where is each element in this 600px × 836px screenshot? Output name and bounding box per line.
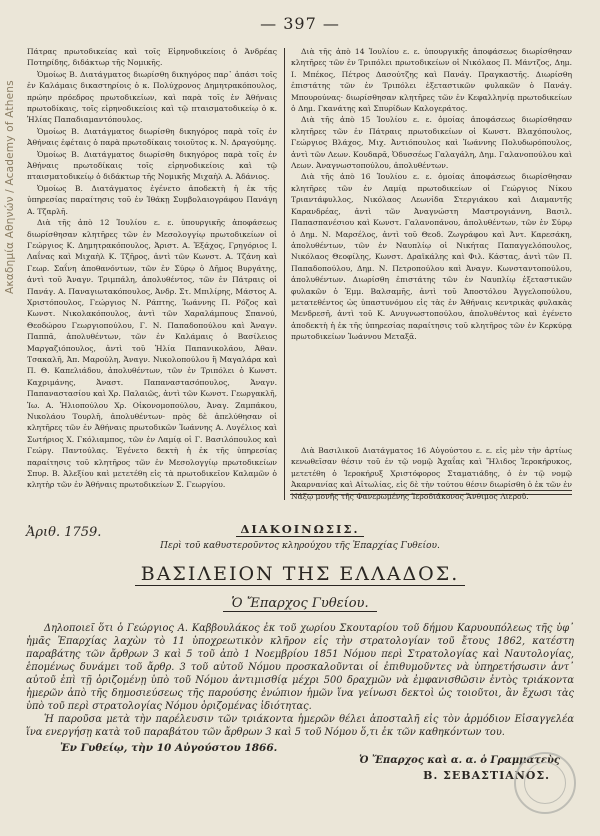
closing-line: Ἐν Γυθείῳ, τὴν 10 Αὐγούστου 1866. — [60, 742, 278, 754]
right-paragraph: Διὰ τῆς ἀπὸ 14 Ἰουλίου ε. ε. ὑπουργικῆς ἀποφάσεως διωρίσθησαν κλητῆρες τῶν ἐν Τριπόλει πρωτοδικείων οἱ Νικόλαος Π. Μάντζος, Δημ. Ι. Μπέκος, Πέτρος Δασούτζης καὶ Πανάγ. Πραγκαστῆς. Διωρίσθη ἐπιστάτης τῶν ἐν Τριπόλει ἐξεταστικῶν φυλακῶν ὁ Πανάγ. Μπουρούνας· διωρίσθησαν κλητῆρες τῶν ἐν Κεφαλληνίᾳ πρωτοδικείων ὁ Δημ. Γκανάτης καὶ Σπυρίδων Καλογεράτος. — [291, 47, 572, 114]
left-paragraph: Πάτρας πρωτοδικείας καὶ τοῖς Εἰρηνοδικείοις ὁ Ἀνδρέας Ποτηρίδης, διδάκτωρ τῆς Νομικῆς. — [27, 47, 277, 68]
left-paragraph: Ὁμοίως Β. Διατάγματος διωρίσθη δικηγόρος παρ᾽ ἀπάσι τοῖς ἐν Καλάμαις δικαστηρίοις ὁ κ. Πολύχρονος Δημητρακόπουλος, πρώην πρόεδρος πρωτοδικείων, καὶ παρὰ τοῖς ἐν Ἀθήναις πρωτοδίκαις, τοῖς εἰρηνοδικείοις καὶ τῷ πταισματοδικείῳ ὁ κ. Ἠλίας Παπαδιαμαντόπουλος. — [27, 69, 277, 125]
right-paragraph: Διὰ τῆς ἀπὸ 16 Ἰουλίου ε. ε. ὁμοίας ἀποφάσεως διωρίσθησαν κλητῆρες τῶν ἐν Λαμίᾳ πρωτοδικείων οἱ Γεώργιος Νίκου Τριαντάφυλλος, Νικόλαος Λεωνίδα Στεργιάκου καὶ Διαμαντῆς Καρανδρέας, ἀντὶ τῶν Ἀναγνώστη Μαστρογιάννη, Βασιλ. Παπασπανέσιου καὶ Κωνστ. Γαλανοπάνου, ἀπολυθέντων, τῶν ἐν Σύρῳ ὁ Δημ. Ν. Μαρσέλος, ἀντὶ τοῦ Θεοδ. Ζωγράφου καὶ Ἀντ. Καρεσάκη, ἀπολυθέντων, τῶν ἐν Ναυπλίῳ οἱ Νικήτας Παπαγγελόπουλος, Νικόλαος Θεοφίλης, Κωνστ. Δραϊκάλης καὶ Φιλ. Κάστας, ἀντὶ τῶν Π. Παπαδοπούλου, Δημ. Ν. Πετροπούλου καὶ Ἀναγν. Κωνσταντοπούλου, ἀπολυθέντων. Διωρίσθη ἐπιστάτης τῶν ἐν Ναυπλίῳ ἐξεταστικῶν φυλακῶν ὁ Ἐμμ. Βαλσαμῆς, ἀντὶ τοῦ Ἀποστόλου Ἀγγελοπούλου, μετατεθέντος ὡς ὑπαστυνόμου εἰς τὰς ἐν Ἀθήναις κεντρικὰς φυλακὰς Μενδρεσῆ, ἀντὶ τοῦ Κ. Ανυγνωστοπούλου, ἀπολυθέντος καὶ ἐγένετο ἀποδεκτὴ ἡ ἐκ τῆς ὑπηρεσίας παραίτησις τοῦ κλητῆρος τῶν ἐν Κερκύρᾳ πρωτοδικείων Ἰωάννου Μεταξᾶ. — [291, 172, 572, 342]
left-paragraph: Ὁμοίως Β. Διατάγματος διωρίσθη δικηγόρος παρὰ τοῖς ἐν Ἀθήναις πρωτοδίκαις τοῖς εἰρηνοδικείοις καὶ τῷ πταισματοδικείῳ ὁ διδάκτωρ τῆς Νομικῆς Μιχαὴλ Α. Ἀδάνιος. — [27, 149, 277, 182]
section-title-text: ΔΙΑΚΟΙΝΩΣΙΣ. — [236, 522, 363, 537]
official-heading-text: Ὁ Ἔπαρχος Γυθείου. — [223, 596, 376, 612]
right-paragraph-bottom: Διὰ Βασιλικοῦ Διατάγματος 16 Αὐγούστου ε. ε. εἰς μὲν τὴν ἀρτίως κενωθεῖσαν θέσιν τοῦ ἐν τῷ νομῷ Ἀχαΐας καὶ Ἤλιδος Ἱεροκήρυκος, μετετέθη ὁ Ἱεροκήρυξ Χριστόφορος Σταματιάδης, ὁ ἐν τῷ νομῷ Ἀκαρνανίας καὶ Αἰτωλίας, εἰς δὲ τὴν τούτου θέσιν διωρίσθη ὁ ἐκ τῶν ἐν Νάξῳ μονῆς τῆς Φανερωμένης Ἱεροδιάκονος Ἄνθιμος Λιεροῦ. — [291, 446, 572, 501]
right-column — [291, 46, 572, 486]
notice-body — [26, 622, 574, 739]
left-paragraph: Διὰ τῆς ἀπὸ 12 Ἰουλίου ε. ε. ὑπουργικῆς ἀποφάσεως διωρίσθησαν κλητῆρες τῶν ἐν Μεσολογγίῳ πρωτοδικείων οἱ Γεώργιος Κ. Δημητρακόπουλος, Ἀριστ. Α. Ἐξάχος, Γρηγόριος Ι. Λαΐνας καὶ Μιχαὴλ Κ. Τζῆρος, ἀντὶ τῶν Κωνστ. Α. Τζάνη καὶ Γεωρ. Σαΐνη ἀποθανόντων, τῶν ἐν Σύρῳ ὁ Δῆμος Βυργάτης, ἀντὶ τοῦ Ἀναγν. Τριμπάλη, ἀπολυθέντος, τῶν ἐν Πάτραις οἱ Πανάγ. Α. Παναγιωτακόπουλος, Ἀνδρ. Στ. Μπιλίρης, Μάστος Α. Χριστόπουλος, Γεώργιος Ν. Ράπτης, Ἰωάννης Π. Ρόζος καὶ Κωνστ. Νικολακόπουλος, ἀντὶ τῶν Χαραλάμπους Σπανού, Θεοδώρου Γεωργιοπούλου, Γ. Ν. Παπαδοπούλου καὶ Ἀναγν. Παππᾶ, ἀπολυθέντων, τῶν ἐν Καλάμαις ὁ Βασίλειος Μαργαζιόπουλος, ἀντὶ τοῦ Ἠλία Παπανικολάου, Ἀθαν. Τσακαλῆ, Ἀπ. Μαρούλη, Ἀναγν. Νικολοπούλου ἢ Μαγαλάρα καὶ Π. Θ. Καπελιάδου, ἀπολυθέντων, τῶν ἐν Τριπόλει ὁ Κωνστ. Καχριμάνης, Ἀναστ. Παπαναστασόπουλος, Ἀναγν. Παπαναστασίου καὶ Χρ. Παλαιῶς, ἀντὶ τῶν Κωνστ. Γεωργακλῆ, Ἰω. Α. Ἡλιοπούλου Χρ. Οἰκονομοπούλου, Ἀναγ. Ζαμπάκου, Νικολάου Τουρλῆ, ἀπολυθέντων· πρὸς δὲ ἀπελύθησαν οἱ κλητῆρες τῶν ἐν Ἀθήναις πρωτοδικῶν Ἰωάννης Α. Λυγέλιος καὶ Σωτήριος Χ. Γκόλιαμπος, τῶν ἐν Λαμίᾳ οἱ Γ. Βασιλόπουλος καὶ Γεώργ. Παντούλας. Ἐγένετο δεκτὴ ἡ ἐκ τῆς ὑπηρεσίας παραίτησις τοῦ κλητῆρος τῶν ἐν Μεσολογγίῳ πρωτοδικείων Σπυρ. Β. Ἀλεξίου καὶ μετετέθη εἰς τὰ πρωτοδικεῖον Καλαμῶν ὁ κλητὴρ τῶν ἐν Ἀθήναις πρωτοδικείων Σ. Γεωργίου. — [27, 218, 277, 490]
column-divider — [284, 48, 285, 500]
right-paragraph: Διὰ τῆς ἀπὸ 15 Ἰουλίου ε. ε. ὁμοίας ἀποφάσεως διωρίσθησαν κλητῆρες τῶν ἐν Πάτραις πρωτοδικείων οἱ Κωνστ. Βλαχόπουλος, Γεώργιος Βλάχος, Μιχ. Ἀντιόπουλος καὶ Ἰωάννης Πολυδωρόπουλος, ἀντὶ τῶν Λεων. Κουδαρᾶ, Ὀδυσσέως Γαλαγάλη, Δημ. Γαλανοπούλου καὶ Λεων. Ἀναγνωστοπούλου, ἀπολυθέντων. — [291, 115, 572, 171]
watermark: Ακαδημία Αθηνών / Academy of Athens — [4, 80, 16, 294]
notice-paragraph: Ἡ παροῦσα μετὰ τὴν παρέλευσιν τῶν τριάκοντα ἡμερῶν θέλει ἀποσταλῆ εἰς τὸν ἁρμόδιον Εἰσαγγελέα ἵνα ενεργήσῃ κατὰ τοῦ παραβάτου τῶν ἄρθρων 3 καὶ 5 τοῦ Νόμου ὅ,τι ἐκ τῶν καθηκόντων του. — [26, 714, 574, 738]
section-divider — [290, 490, 572, 495]
official-heading — [0, 596, 600, 611]
section-title — [0, 522, 600, 536]
notice-paragraph: Δηλοποιεῖ ὅτι ὁ Γεώργιος Α. Καββουλάκος ἐκ τοῦ χωρίου Σκουταρίου τοῦ δήμου Καρυουπόλεως τῆς ὑφ᾽ ἡμᾶς Ἐπαρχίας λαχὼν τὸ 11 ὑποχρεωτικὸν κλῆρον εἰς τὴν στρατολογίαν τοῦ ἔτους 1862, κατέστη παραβάτης τῶν ἄρθρων 3 καὶ 5 τοῦ ἀπὸ 1 Νοεμβρίου 1851 Νόμου περὶ Στρατολογίας καὶ Ναυτολογίας, ἑπομένως δυνάμει τοῦ ἄρθρ. 3 τοῦ αὐτοῦ Νόμου προσκαλοῦνται οἱ ἐπιθυμοῦντες νὰ ὑπηρετήσωσιν ἀντ᾽ αὐτοῦ ἐπὶ τῇ ὁριζομένῃ ὑπὸ τοῦ Νόμου ἀντιμισθίᾳ μέχρι 500 δραχμῶν νὰ ἐμφανισθῶσιν ἐντὸς τριάκοντα ἡμερῶν ἀπὸ τῆς δημοσιεύσεως τῆς παρούσης ἐνώπιον ἡμῶν ἵνα γείνωσι δεκτοὶ ὡς τοιοῦτοι, ἂν ἔχωσι τὰς ὑπὸ τοῦ περὶ στρατολογίας Νόμου ὁριζομένας ἰδιότητας. — [26, 623, 574, 712]
right-column-bottom — [291, 445, 572, 525]
stamp-inner-ring — [524, 762, 566, 804]
library-stamp — [514, 752, 576, 814]
left-column — [27, 46, 277, 514]
kingdom-heading — [0, 563, 600, 585]
kingdom-heading-text: ΒΑΣΙΛΕΙΟΝ ΤΗΣ ΕΛΛΑΔΟΣ. — [135, 563, 465, 586]
left-paragraph: Ὁμοίως Β. Διατάγματος ἐγένετο ἀποδεκτὴ ἡ ἐκ τῆς ὑπηρεσίας παραίτησις τοῦ ἐν Ἰθάκῃ Συμβολαιογράφου Πανάγη Α. Τζαρλῆ. — [27, 183, 277, 216]
left-paragraph: Ὁμοίως Β. Διατάγματος διωρίσθη δικηγόρος παρὰ τοῖς ἐν Ἀθήναις ἐφέταις ὁ παρὰ πρωτοδίκαις τοιοῦτος κ. Ν. Δραγούμης. — [27, 126, 277, 148]
signature-title: Ὁ Ἔπαρχος καὶ α. α. ὁ Γραμματεὺς — [359, 755, 560, 766]
page-number: — 397 — — [260, 14, 340, 33]
section-subtitle: Περὶ τοῦ καθυστεροῦντος κληρούχου τῆς Ἐπαρχίας Γυθείου. — [160, 541, 440, 551]
reference-number: Ἀριθ. 1759. — [26, 525, 102, 540]
signature-name: Β. ΣΕΒΑΣΤΙΑΝΟΣ. — [423, 769, 550, 782]
